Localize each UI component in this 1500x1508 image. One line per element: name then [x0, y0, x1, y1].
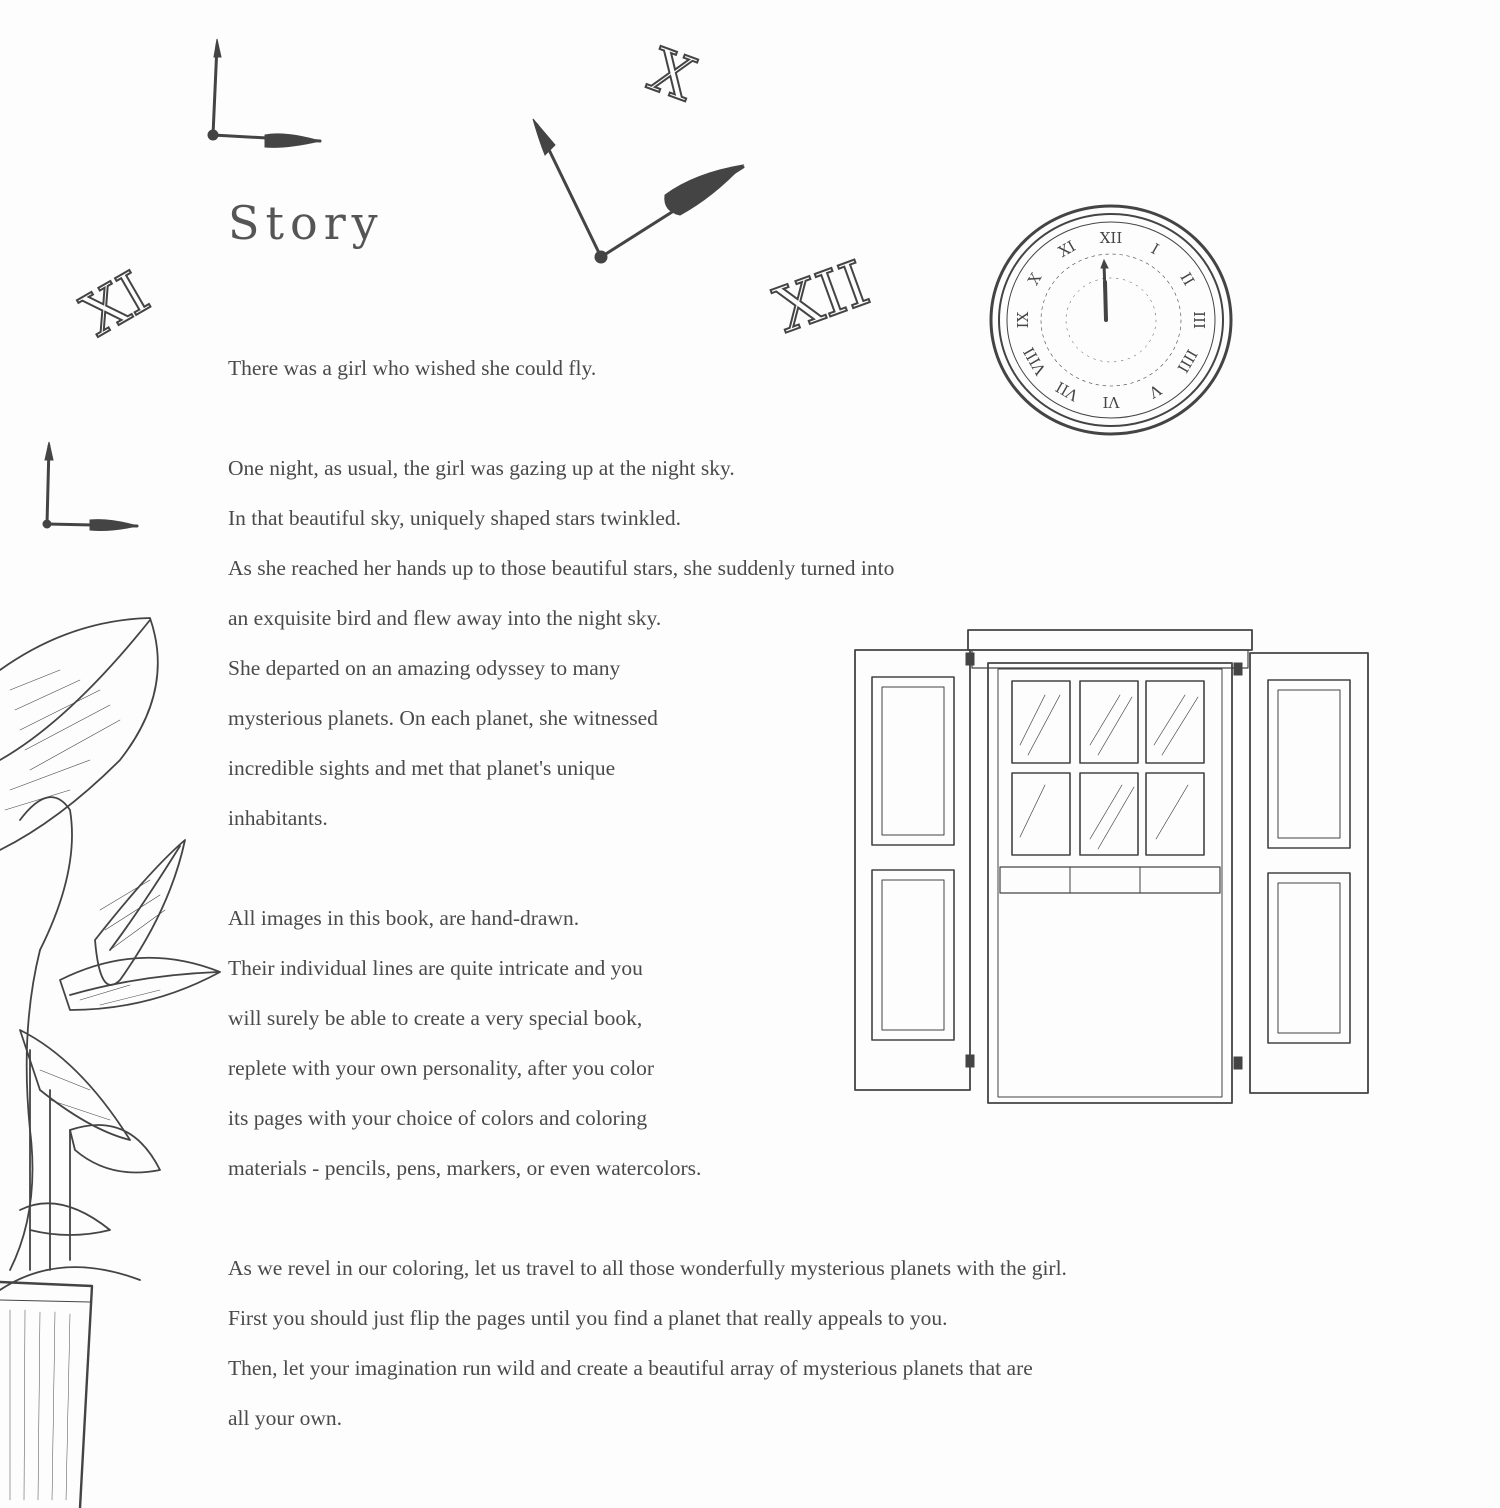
numeral-icon	[640, 35, 730, 120]
potted-plant-icon	[0, 610, 240, 1508]
clock-numeral: I	[1147, 239, 1163, 259]
clock-numeral: VI	[1102, 393, 1120, 411]
numeral-icon	[765, 245, 880, 347]
clock-numeral: II	[1176, 269, 1198, 289]
story-line: In that beautiful sky, uniquely shaped stars twinkled.	[228, 506, 682, 530]
clock-hands-icon	[525, 115, 755, 275]
story-line: incredible sights and met that planet's unique	[228, 756, 616, 780]
clock-hands-icon	[35, 440, 145, 540]
clock-numeral: III	[1190, 311, 1208, 329]
story-line: First you should just flip the pages until you find a planet that really appeals to you.	[228, 1306, 948, 1330]
story-line: As she reached her hands up to those beautiful stars, she suddenly turned into	[228, 556, 895, 580]
clock-numeral: IX	[1014, 311, 1032, 329]
clock-numeral: IIII	[1173, 346, 1201, 376]
clock-numeral: X	[1024, 269, 1046, 289]
svg-text:XII: XII	[765, 246, 879, 347]
story-line: There was a girl who wished she could fly.	[228, 356, 597, 380]
story-line: All images in this book, are hand-drawn.	[228, 906, 580, 930]
story-line: Then, let your imagination run wild and create a beautiful array of mysterious planets that are	[228, 1356, 1033, 1380]
clock-numeral: V	[1145, 380, 1165, 402]
story-line: all your own.	[228, 1406, 343, 1430]
clock-numeral: VII	[1052, 377, 1082, 405]
story-line: an exquisite bird and flew away into the night sky.	[228, 606, 662, 630]
story-line: replete with your own personality, after you color	[228, 1056, 655, 1080]
clock-numeral: XII	[1099, 229, 1123, 247]
story-line: will surely be able to create a very special book,	[228, 1006, 643, 1030]
story-line: materials - pencils, pens, markers, or even watercolors.	[228, 1156, 702, 1180]
clock-numeral: XI	[1055, 237, 1079, 261]
svg-text:XI: XI	[70, 258, 161, 350]
clock-numeral: VIII	[1019, 344, 1050, 378]
story-line: inhabitants.	[228, 806, 328, 830]
numeral-icon	[70, 255, 170, 350]
svg-text:X: X	[640, 35, 705, 116]
story-line: As we revel in our coloring, let us travel to all those wonderfully mysterious planets with the girl.	[228, 1256, 1067, 1280]
story-line: Their individual lines are quite intricate and you	[228, 956, 643, 980]
wall-clock-icon	[988, 202, 1234, 438]
story-line: One night, as usual, the girl was gazing up at the night sky.	[228, 456, 735, 480]
window-shutters-icon	[850, 625, 1375, 1110]
story-line: mysterious planets. On each planet, she witnessed	[228, 706, 658, 730]
clock-hands-icon	[195, 35, 335, 155]
story-line: its pages with your choice of colors and coloring	[228, 1106, 648, 1130]
story-line: She departed on an amazing odyssey to many	[228, 656, 621, 680]
page-title: Story	[228, 196, 384, 250]
